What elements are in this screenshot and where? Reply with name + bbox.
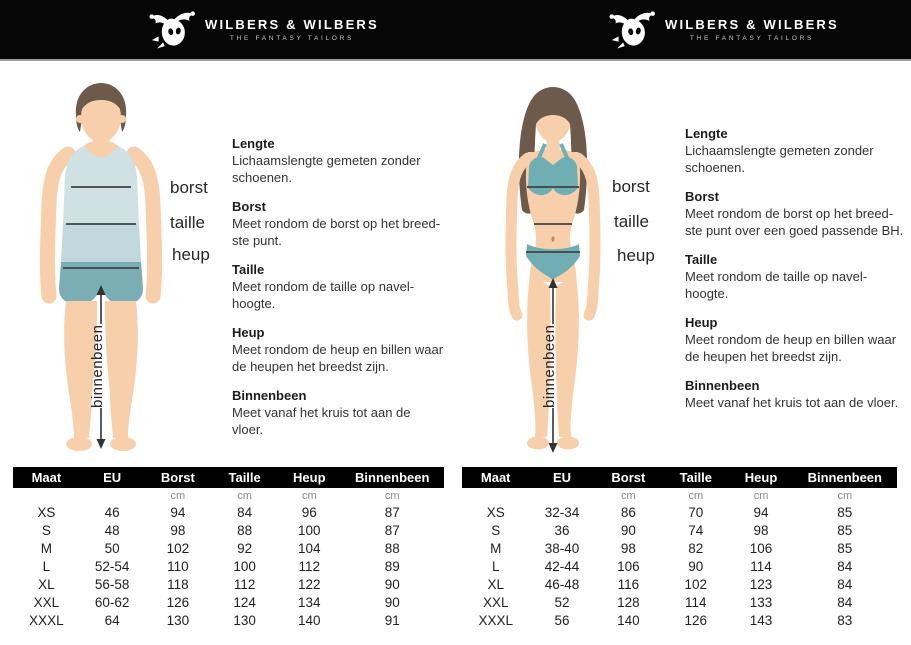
table-row (13, 593, 444, 611)
description-title: Binnenbeen (232, 388, 307, 403)
size-cell: 98 (620, 540, 636, 556)
description-section (685, 189, 907, 239)
size-cell: 38-40 (544, 540, 580, 556)
description-title: Taille (232, 262, 265, 277)
description-section (232, 199, 445, 249)
size-cell: 52 (554, 594, 570, 610)
size-cell: 64 (104, 612, 120, 628)
measure-label-borst: borst (612, 177, 650, 196)
size-cell: XXL (482, 594, 509, 610)
size-cell: XS (486, 504, 505, 520)
size-cell: 84 (837, 576, 853, 592)
description-text: Meet rondom de heup en billen waar de heupen het breedst zijn. (232, 342, 444, 374)
table-row (462, 557, 897, 575)
unit-cell: cm (170, 489, 186, 502)
table-row (462, 521, 897, 539)
table-header-row (462, 467, 897, 488)
size-cell: 104 (298, 540, 321, 556)
description-text: Meet vanaf het kruis tot aan de vloer. (685, 395, 899, 410)
size-cell: 100 (233, 558, 256, 574)
size-cell: 122 (298, 576, 321, 592)
unit-cell: cm (621, 489, 636, 502)
size-cell: XL (487, 576, 504, 592)
size-cell: XXXL (29, 612, 64, 628)
table-header-row (13, 467, 444, 488)
table-row (13, 539, 444, 557)
size-cell: 56-58 (94, 576, 130, 592)
size-cell: 90 (688, 558, 704, 574)
unit-cell: cm (237, 489, 252, 502)
column-header: Maat (13, 467, 80, 488)
description-title: Binnenbeen (685, 378, 760, 393)
description-title: Lengte (232, 136, 275, 151)
measure-label-heup: heup (617, 246, 655, 265)
jester-mask-icon (148, 9, 198, 50)
size-cell: XL (38, 576, 55, 592)
size-cell: 130 (166, 612, 190, 628)
description-section (685, 378, 907, 412)
size-cell: L (491, 558, 500, 574)
description-text: Meet rondom de taille op navel-hoogte. (232, 279, 415, 311)
size-cell: 102 (166, 540, 190, 556)
size-cell: 90 (384, 594, 400, 610)
size-cell: 96 (301, 504, 317, 520)
measure-label-taille: taille (170, 213, 205, 232)
size-cell: 94 (170, 504, 186, 520)
size-cell: 140 (617, 612, 640, 628)
description-text: Meet rondom de borst op het breed-ste punt. (232, 216, 441, 248)
brand-name: WILBERS & WILBERS (205, 17, 379, 32)
measure-label-borst: borst (170, 178, 208, 197)
size-table-women (462, 467, 897, 629)
size-cell: S (41, 522, 51, 538)
size-cell: 106 (617, 558, 640, 574)
brand-logo-right (608, 9, 839, 50)
size-cell: 98 (170, 522, 186, 538)
description-section (232, 325, 445, 375)
size-cell: 126 (166, 594, 190, 610)
description-title: Heup (232, 325, 265, 340)
size-cell: 52-54 (94, 558, 130, 574)
description-section (685, 315, 907, 365)
size-cell: L (42, 558, 51, 574)
description-text: Meet rondom de borst op het breed-ste punt over een goed passende BH. (685, 206, 904, 238)
column-header: Borst (144, 467, 211, 488)
description-title: Borst (232, 199, 266, 214)
description-section (685, 252, 907, 302)
measure-label-binnenbeen: binnenbeen (89, 324, 106, 408)
description-text: Lichaamslengte gemeten zonder schoenen. (232, 153, 421, 185)
column-header: Borst (595, 467, 662, 488)
description-section (232, 136, 445, 186)
brand-text (205, 17, 379, 42)
description-text: Meet rondom de heup en billen waar de heupen het breedst zijn. (685, 332, 897, 364)
description-title: Borst (685, 189, 719, 204)
unit-cell (462, 488, 529, 503)
size-cell: XS (37, 504, 56, 520)
table-row (462, 611, 897, 629)
size-cell: 114 (685, 594, 707, 610)
size-cell: 94 (753, 504, 769, 520)
size-cell: 85 (837, 540, 853, 556)
size-cell: 90 (384, 576, 400, 592)
size-cell: 116 (617, 576, 640, 592)
size-cell: 112 (298, 558, 321, 574)
size-cell: 88 (237, 522, 253, 538)
measure-label-heup: heup (172, 245, 210, 264)
jester-mask-icon (608, 9, 658, 50)
size-cell: 100 (298, 522, 321, 538)
table-row (462, 575, 897, 593)
description-title: Lengte (685, 126, 728, 141)
unit-cell: cm (384, 489, 400, 502)
measure-label-binnenbeen: binnenbeen (541, 324, 558, 408)
unit-cell (13, 488, 80, 503)
size-cell: 82 (688, 540, 704, 556)
column-header: Maat (462, 467, 529, 488)
size-cell: 124 (233, 594, 256, 610)
brand-name: WILBERS & WILBERS (665, 17, 839, 32)
table-row (13, 611, 444, 629)
size-cell: M (490, 540, 502, 556)
unit-cell (80, 488, 145, 503)
size-cell: 130 (233, 612, 256, 628)
size-cell: 89 (384, 558, 400, 574)
table-row (13, 557, 444, 575)
measurement-instructions-women (685, 126, 907, 425)
size-cell: 86 (620, 504, 636, 520)
unit-cell: cm (837, 489, 853, 502)
brand-tagline: THE FANTASY TAILORS (689, 35, 815, 42)
table-row (462, 593, 897, 611)
size-table-men (13, 467, 444, 629)
size-cell: S (491, 522, 501, 538)
column-header: Taille (662, 467, 729, 488)
size-cell: XXXL (478, 612, 513, 628)
description-section (232, 262, 445, 312)
column-header: Heup (730, 467, 793, 488)
brand-text (665, 17, 839, 42)
size-cell: 110 (167, 558, 189, 574)
size-cell: 85 (837, 522, 853, 538)
size-cell: 106 (749, 540, 773, 556)
female-figure-illustration (450, 72, 680, 462)
size-cell: 133 (749, 594, 773, 610)
size-cell: 84 (237, 504, 253, 520)
column-header: EU (80, 467, 145, 488)
size-cell: 83 (837, 612, 853, 628)
unit-row (462, 488, 897, 503)
unit-cell: cm (688, 489, 704, 502)
size-cell: 143 (749, 612, 773, 628)
size-cell: 36 (554, 522, 570, 538)
table-row (13, 503, 444, 521)
size-cell: XXL (33, 594, 60, 610)
size-cell: 48 (104, 522, 120, 538)
size-cell: 56 (554, 612, 570, 628)
size-cell: 90 (620, 522, 636, 538)
size-cell: 42-44 (544, 558, 580, 574)
size-cell: 70 (688, 504, 704, 520)
description-title: Taille (685, 252, 718, 267)
size-cell: M (40, 540, 53, 556)
size-cell: 134 (298, 594, 321, 610)
size-cell: 123 (749, 576, 773, 592)
column-header: Binnenbeen (793, 467, 897, 488)
measure-label-taille: taille (614, 212, 649, 231)
description-section (232, 388, 445, 438)
size-cell: 92 (237, 540, 253, 556)
description-section (685, 126, 907, 176)
size-cell: 114 (750, 558, 772, 574)
unit-cell (529, 488, 594, 503)
column-header: Taille (211, 467, 278, 488)
size-cell: 87 (384, 504, 400, 520)
size-cell: 84 (837, 594, 853, 610)
measurement-instructions-men (232, 136, 445, 451)
table-row (13, 575, 444, 593)
size-cell: 98 (753, 522, 769, 538)
size-cell: 32-34 (544, 504, 580, 520)
size-cell: 46 (104, 504, 120, 520)
description-text: Lichaamslengte gemeten zonder schoenen. (685, 143, 874, 175)
column-header: Heup (278, 467, 340, 488)
size-cell: 102 (684, 576, 708, 592)
size-cell: 46-48 (544, 576, 580, 592)
description-text: Meet vanaf het kruis tot aan de vloer. (232, 405, 411, 437)
unit-cell: cm (301, 489, 317, 502)
brand-tagline: THE FANTASY TAILORS (229, 35, 355, 42)
column-header: EU (529, 467, 594, 488)
description-text: Meet rondom de taille op navel-hoogte. (685, 269, 868, 301)
header-bar (0, 0, 911, 61)
table-row (462, 503, 897, 521)
size-cell: 91 (384, 612, 400, 628)
size-cell: 112 (233, 576, 256, 592)
column-header: Binnenbeen (341, 467, 444, 488)
description-title: Heup (685, 315, 718, 330)
size-cell: 140 (298, 612, 321, 628)
table-row (13, 521, 444, 539)
table-row (462, 539, 897, 557)
male-figure-illustration (0, 72, 230, 462)
size-cell: 128 (617, 594, 640, 610)
size-cell: 74 (688, 522, 704, 538)
unit-cell: cm (753, 489, 769, 502)
size-cell: 84 (837, 558, 853, 574)
size-cell: 88 (384, 540, 400, 556)
unit-row (13, 488, 444, 503)
size-cell: 126 (684, 612, 708, 628)
size-cell: 50 (104, 540, 120, 556)
size-cell: 60-62 (94, 594, 130, 610)
size-cell: 118 (167, 576, 189, 592)
size-cell: 87 (384, 522, 400, 538)
brand-logo-left (148, 9, 379, 50)
size-cell: 85 (837, 504, 853, 520)
